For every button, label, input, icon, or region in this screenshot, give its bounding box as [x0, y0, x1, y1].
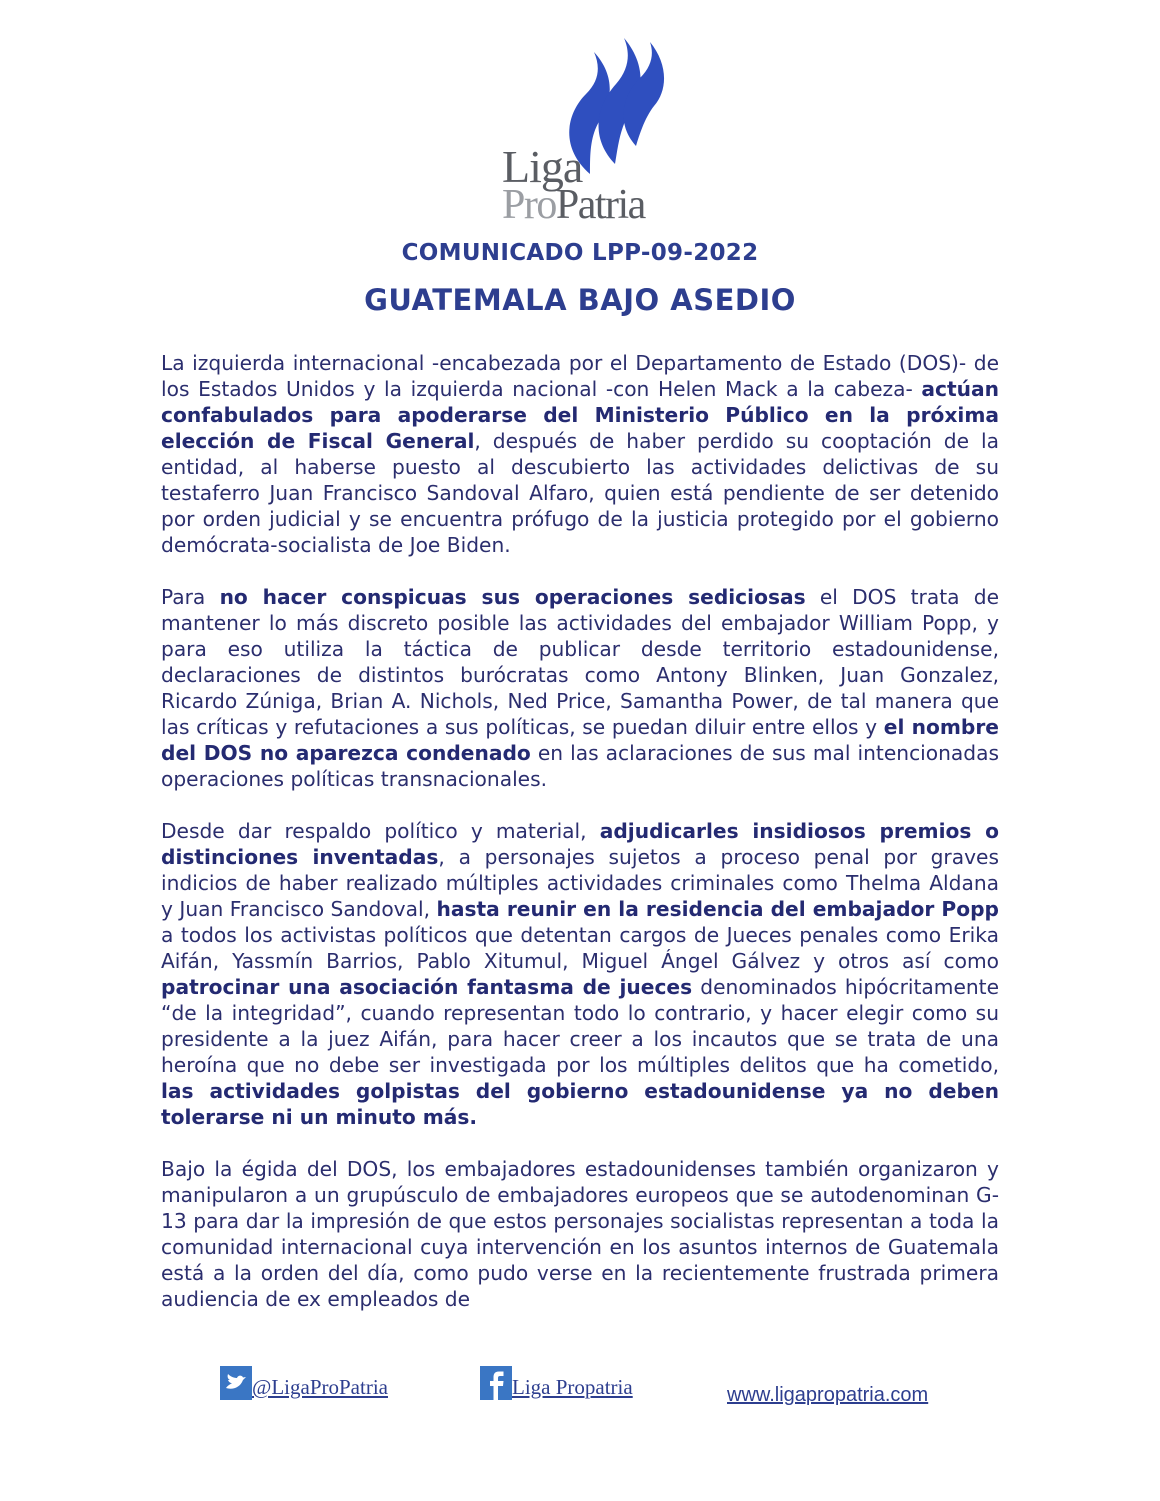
- bold-text: las actividades golpistas del gobierno estadounidense ya no deben tolerarse ni un minuto más.: [161, 1079, 999, 1129]
- text: denominados hipócritamente “de la integridad”, cuando representan todo lo contrario, y hacer elegir como su presidente a la juez Aifán, para hacer creer a los incautos que se trata de una heroína que no debe ser investigada por los múltiples delitos que ha cometido,: [161, 975, 1000, 1077]
- text: a todos los activistas políticos que detentan cargos de Jueces penales como Erika Aifán, Yassmín Barrios, Pablo Xitumul, Miguel Ángel Gálvez y otros así como: [161, 923, 999, 973]
- bold-text: actúan confabulados para apoderarse del Ministerio Público en la próxima elección de Fiscal General: [161, 377, 999, 453]
- website-url[interactable]: www.ligapropatria.com: [727, 1384, 929, 1406]
- twitter-link[interactable]: [220, 1366, 388, 1400]
- text: , a personajes sujetos a proceso penal por graves indicios de haber realizado múltiples actividades criminales como Thelma Aldana y Juan Francisco Sandoval,: [161, 845, 999, 921]
- text: , después de haber perdido su cooptación de la entidad, al haberse puesto al descubierto las actividades delictivas de su testaferro Juan Francisco Sandoval Alfaro, quien está pendiente de ser detenido por orden judicial y se encuentra prófugo de la justicia protegido por el gobierno demócrata-socialista de Joe Biden.: [161, 429, 999, 557]
- logo-text-propatria: [502, 184, 645, 226]
- twitter-handle[interactable]: @LigaProPatria: [252, 1375, 388, 1399]
- text: Desde dar respaldo político y material,: [161, 819, 600, 843]
- logo-text-pro: Pro: [502, 182, 556, 228]
- bold-text: hasta reunir en la residencia del embajador Popp: [436, 897, 999, 921]
- paragraph: [161, 350, 999, 558]
- twitter-icon: [220, 1366, 252, 1400]
- bold-text: patrocinar una asociación fantasma de jueces: [161, 975, 693, 999]
- logo-text-liga: Liga: [502, 141, 583, 192]
- page-title: GUATEMALA BAJO ASEDIO: [364, 283, 796, 317]
- communique-code: COMUNICADO LPP-09-2022: [401, 240, 759, 266]
- bold-text: el nombre del DOS no aparezca condenado: [161, 715, 999, 765]
- liga-pro-patria-logo: [480, 36, 690, 228]
- paragraph: [161, 1156, 999, 1312]
- logo-text-patria: Patria: [555, 182, 645, 228]
- text: el DOS trata de mantener lo más discreto posible las actividades del embajador William Popp, y para eso utiliza la táctica de publicar desde territorio estadounidense, declaraciones de distintos burócratas como Antony Blinken, Juan Gonzalez, Ricardo Zúniga, Brian A. Nichols, Ned Price, Samantha Power, de tal manera que las críticas y refutaciones a sus políticas, se puedan diluir entre ellos y: [161, 585, 999, 739]
- paragraph: [161, 584, 999, 792]
- text: Bajo la égida del DOS, los embajadores estadounidenses también organizaron y manipularon a un grupúsculo de embajadores europeos que se autodenominan G-13 para dar la impresión de que estos personajes socialistas representan a toda la comunidad internacional cuya intervención en los asuntos internos de Guatemala está a la orden del día, como pudo verse en la recientemente frustrada primera audiencia de ex empleados de: [161, 1157, 999, 1311]
- facebook-icon: [480, 1366, 512, 1400]
- text: Para: [161, 585, 220, 609]
- bold-text: no hacer conspicuas sus operaciones sediciosas: [219, 585, 806, 609]
- text: en las aclaraciones de sus mal intencionadas operaciones políticas transnacionales.: [161, 741, 999, 791]
- paragraph: [161, 818, 999, 1130]
- facebook-page[interactable]: Liga Propatria: [512, 1375, 633, 1399]
- website-link[interactable]: [727, 1384, 928, 1407]
- document-body: [161, 350, 999, 1338]
- facebook-link[interactable]: [480, 1366, 633, 1400]
- text: La izquierda internacional -encabezada por el Departamento de Estado (DOS)- de los Estados Unidos y la izquierda nacional -con Helen Mack a la cabeza-: [161, 351, 999, 401]
- footer: [0, 1366, 1160, 1416]
- bold-text: adjudicarles insidiosos premios o distinciones inventadas: [161, 819, 999, 869]
